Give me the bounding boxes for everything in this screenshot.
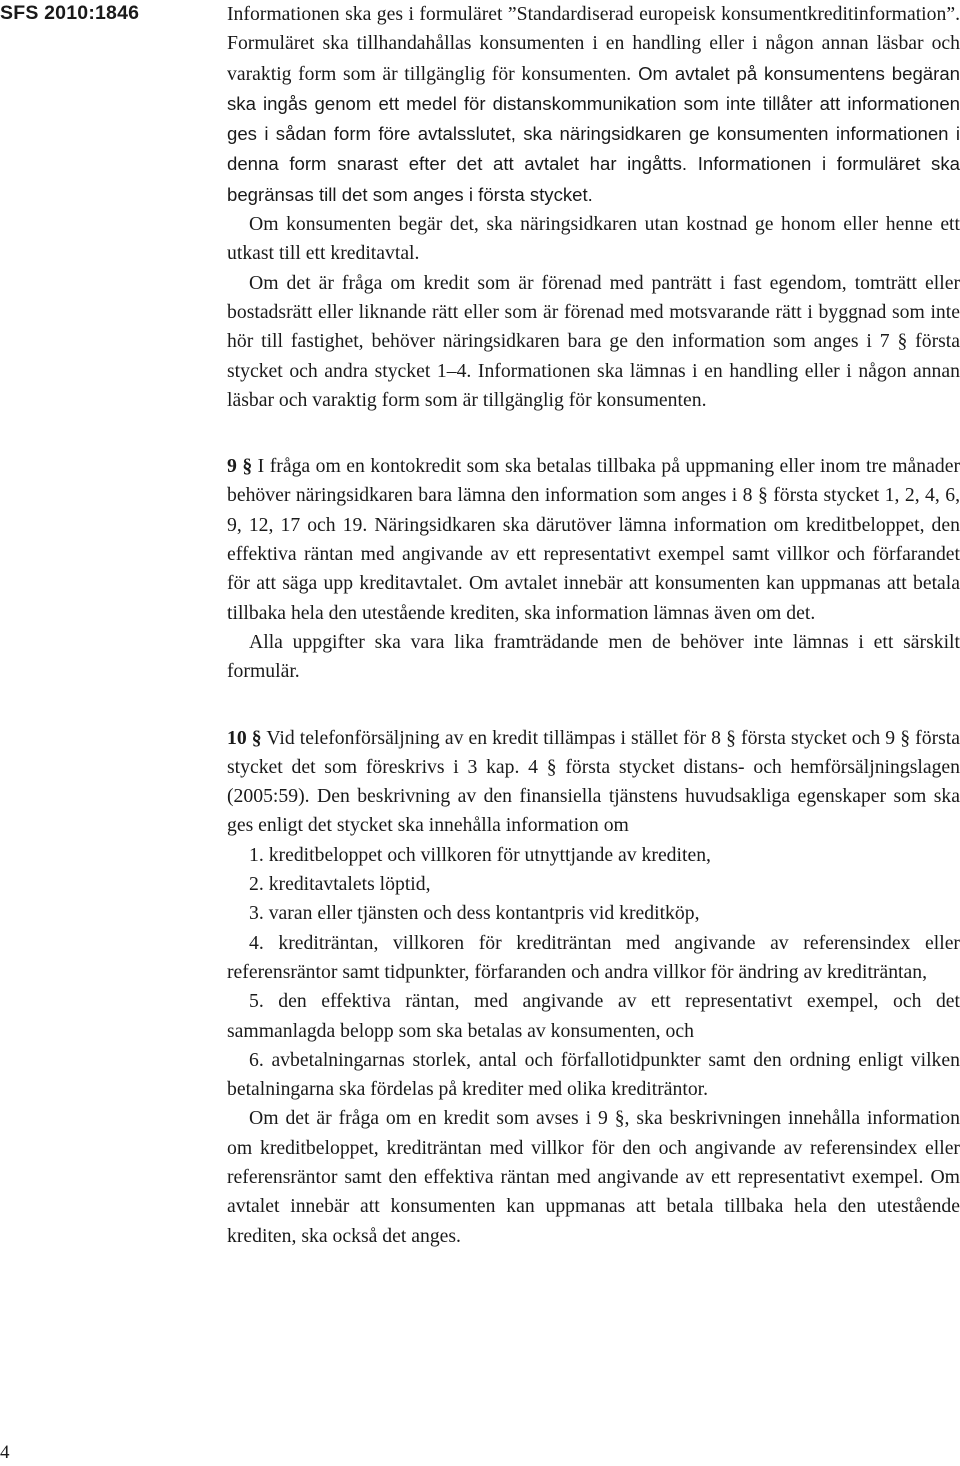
list-item: 6. avbetalningarnas storlek, antal och förfallotidpunkter samt den ordning enligt vilken betalningarna ska fördelas på krediter med olika krediträntor.: [227, 1048, 960, 1101]
paragraph-form-info: [227, 0, 960, 210]
paragraph-text: Informationen ska ges i formuläret ”Standardiserad europeisk konsumentkreditinformation”. Formuläret ska tillhandahållas konsumenten i en handling eller i någon annan läsbar och varaktig form som är tillgänglig för konsumenten.: [227, 3, 960, 85]
document-body: [227, 0, 960, 1251]
section-10-paragraph-2: Om det är fråga om en kredit som avses i 9 §, ska beskrivningen innehålla information om kreditbeloppet, krediträntan med villkor för den och angivande av referensindex eller referensräntor samt den effektiva räntan med angivande av ett representativt exempel. Om avtalet innebär att konsumenten kan uppmanas att betala tillbaka hela den utestående krediten, ska också det anges.: [227, 1107, 960, 1247]
section-text: Vid telefonförsäljning av en kredit tillämpas i stället för 8 § första stycket och 9 § första stycket det som föreskrivs i 3 kap. 4 § första stycket distans- och hemförsäljningslagen (2005:59). Den beskrivning av den finansiella tjänstens huvudsakliga egenskaper som ska ges enligt det stycket ska innehålla information om: [227, 726, 960, 837]
list-item: 3. varan eller tjänsten och dess kontantpris vid kreditköp,: [249, 902, 700, 925]
page-number: 4: [0, 1442, 10, 1463]
section-10: [227, 724, 960, 841]
list-item: 5. den effektiva räntan, med angivande av ett representativt exempel, och det sammanlagda belopp som ska betalas av konsumenten, och: [227, 990, 960, 1042]
list-item: 1. kreditbeloppet och villkoren för utnyttjande av krediten,: [249, 843, 711, 866]
list-item: 4. krediträntan, villkoren för krediträntan med angivande av referensindex eller referensräntor samt tidpunkter, förfaranden och andra villkor för ändring av krediträntan,: [227, 931, 960, 983]
section-9-paragraph-2: Alla uppgifter ska vara lika framträdande men de behöver inte lämnas i ett särskilt formulär.: [227, 630, 960, 683]
section-number: 10 §: [227, 726, 262, 749]
section-number: 9 §: [227, 455, 253, 478]
section-gap: [227, 415, 960, 452]
section-9: [227, 452, 960, 628]
list-item: 2. kreditavtalets löptid,: [249, 873, 431, 896]
section-gap: [227, 687, 960, 724]
paragraph-mortgage: Om det är fråga om kredit som är förenad med panträtt i fast egendom, tomträtt eller bostadsrätt eller liknande rätt eller som är förenad med motsvarande rätt i byggnad som inte hör till fastighet, behöver näringsidkaren bara ge den information som anges i 7 § första stycket och andra stycket 1–4. Informationen ska lämnas i en handling eller i någon annan läsbar och varaktig form som är tillgänglig för konsumenten.: [227, 271, 960, 411]
document-code: SFS 2010:1846: [0, 2, 140, 24]
paragraph-text-sans: Om avtalet på konsumentens begäran ska ingås genom ett medel för distanskommunikation som inte tillåter att informationen ges i sådan form före avtalsslutet, ska näringsidkaren ge konsumenten informationen i denna form snarast efter det att avtalet har ingåtts. Informationen i formuläret ska begränsas till det som anges i första stycket.: [227, 62, 960, 205]
section-text: I fråga om en kontokredit som ska betalas tillbaka på uppmaning eller inom tre månader behöver näringsidkaren bara lämna den information som anges i 8 § första stycket 1, 2, 4, 6, 9, 12, 17 och 19. Näringsidkaren ska därutöver lämna information om kreditbeloppet, den effektiva räntan med angivande av ett representativt exempel samt villkor och förfarandet för att säga upp kreditavtalet. Om avtalet innebär att konsumenten kan uppmanas att betala tillbaka hela den utestående krediten, ska information lämnas även om det.: [227, 455, 960, 624]
paragraph-draft: Om konsumenten begär det, ska näringsidkaren utan kostnad ge honom eller henne ett utkast till ett kreditavtal.: [227, 213, 960, 265]
